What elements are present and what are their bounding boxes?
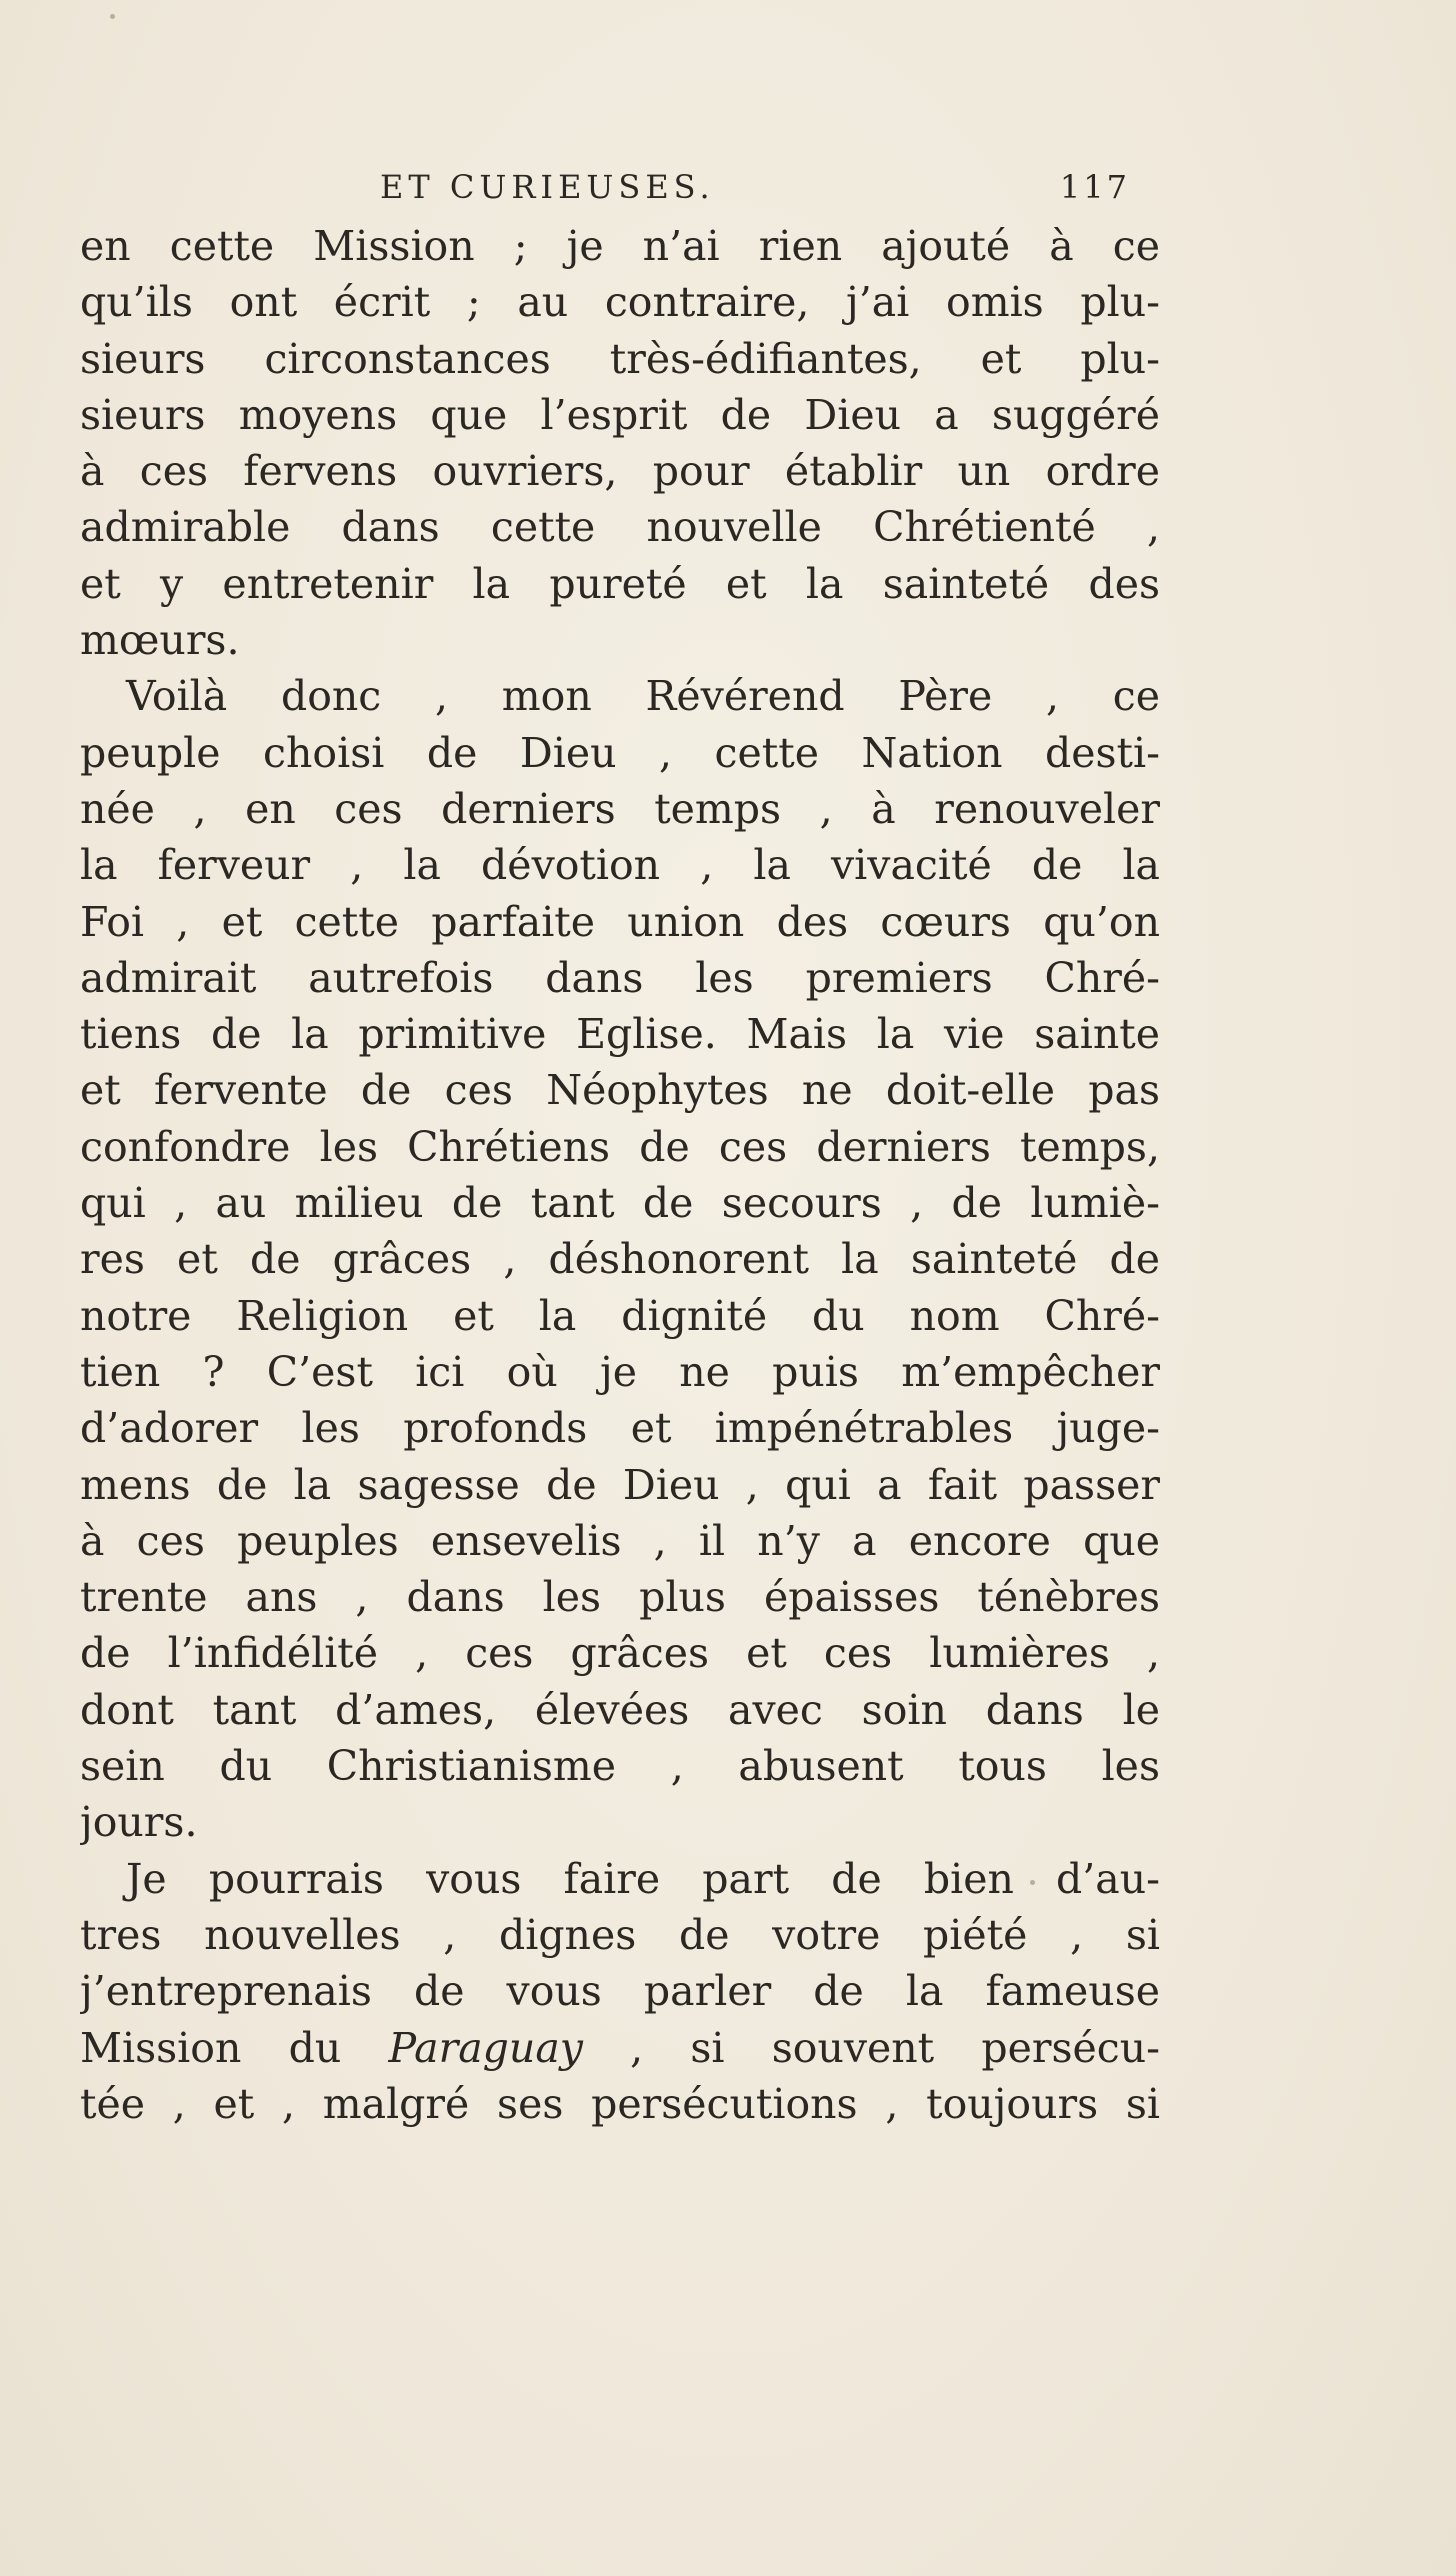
text-line: d’adorer les profonds et impénétrables juge- xyxy=(80,1404,1160,1453)
text-line: peuple choisi de Dieu , cette Nation desti- xyxy=(80,728,1160,777)
page-header xyxy=(380,168,1140,212)
text-line: admirable dans cette nouvelle Chrétienté , xyxy=(80,503,1160,552)
text-line: à ces peuples ensevelis , il n’y a encore que xyxy=(80,1516,1160,1565)
text-line: mens de la sagesse de Dieu , qui a fait passer xyxy=(80,1460,1160,1509)
body-text xyxy=(80,218,1160,2132)
text-line: mœurs. xyxy=(80,616,240,665)
text-line: tres nouvelles , dignes de votre piété , si xyxy=(80,1910,1160,1959)
text-line: sieurs moyens que l’esprit de Dieu a suggéré xyxy=(80,390,1160,439)
text-line: j’entreprenais de vous parler de la fameuse xyxy=(80,1967,1160,2016)
running-title: ET CURIEUSES. xyxy=(380,168,715,206)
text-line-with-italic xyxy=(80,2020,1160,2076)
text-line: et fervente de ces Néophytes ne doit-elle pas xyxy=(80,1066,1160,1115)
text-line: et y entretenir la pureté et la sainteté des xyxy=(80,559,1160,608)
text-line: la ferveur , la dévotion , la vivacité de la xyxy=(80,841,1160,890)
text-line: confondre les Chrétiens de ces derniers temps, xyxy=(80,1122,1160,1171)
text-line: sein du Christianisme , abusent tous les xyxy=(80,1742,1160,1791)
text-line: tée , et , malgré ses persécutions , toujours si xyxy=(80,2079,1160,2128)
text-line: de l’infidélité , ces grâces et ces lumières , xyxy=(80,1629,1160,1678)
text-line: qui , au milieu de tant de secours , de lumiè- xyxy=(80,1179,1160,1228)
line-segment: , si souvent persécu- xyxy=(582,2023,1160,2072)
text-line: Voilà donc , mon Révérend Père , ce xyxy=(126,672,1160,721)
text-line: dont tant d’ames, élevées avec soin dans le xyxy=(80,1685,1160,1734)
text-line: admirait autrefois dans les premiers Chré- xyxy=(80,953,1160,1002)
text-line: née , en ces derniers temps , à renouveler xyxy=(80,784,1160,833)
text-line: trente ans , dans les plus épaisses ténèbres xyxy=(80,1573,1160,1622)
text-line: à ces fervens ouvriers, pour établir un ordre xyxy=(80,447,1160,496)
text-line: Foi , et cette parfaite union des cœurs qu’on xyxy=(80,897,1160,946)
text-line: qu’ils ont écrit ; au contraire, j’ai omis plu- xyxy=(80,278,1160,327)
text-line: res et de grâces , déshonorent la sainteté de xyxy=(80,1235,1160,1284)
text-line: sieurs circonstances très-édifiantes, et plu- xyxy=(80,334,1160,383)
text-line: Je pourrais vous faire part de bien d’au- xyxy=(126,1854,1160,1903)
text-line: tien ? C’est ici où je ne puis m’empêcher xyxy=(80,1347,1160,1396)
text-line: jours. xyxy=(80,1798,198,1847)
line-segment: Mission du xyxy=(80,2023,389,2072)
text-line: tiens de la primitive Eglise. Mais la vie sainte xyxy=(80,1010,1160,1059)
text-line: en cette Mission ; je n’ai rien ajouté à ce xyxy=(80,222,1160,270)
ink-speck xyxy=(110,14,115,19)
place-name-italic: Paraguay xyxy=(388,2023,583,2072)
text-line: notre Religion et la dignité du nom Chré- xyxy=(80,1291,1160,1340)
page-number: 117 xyxy=(1059,168,1130,206)
